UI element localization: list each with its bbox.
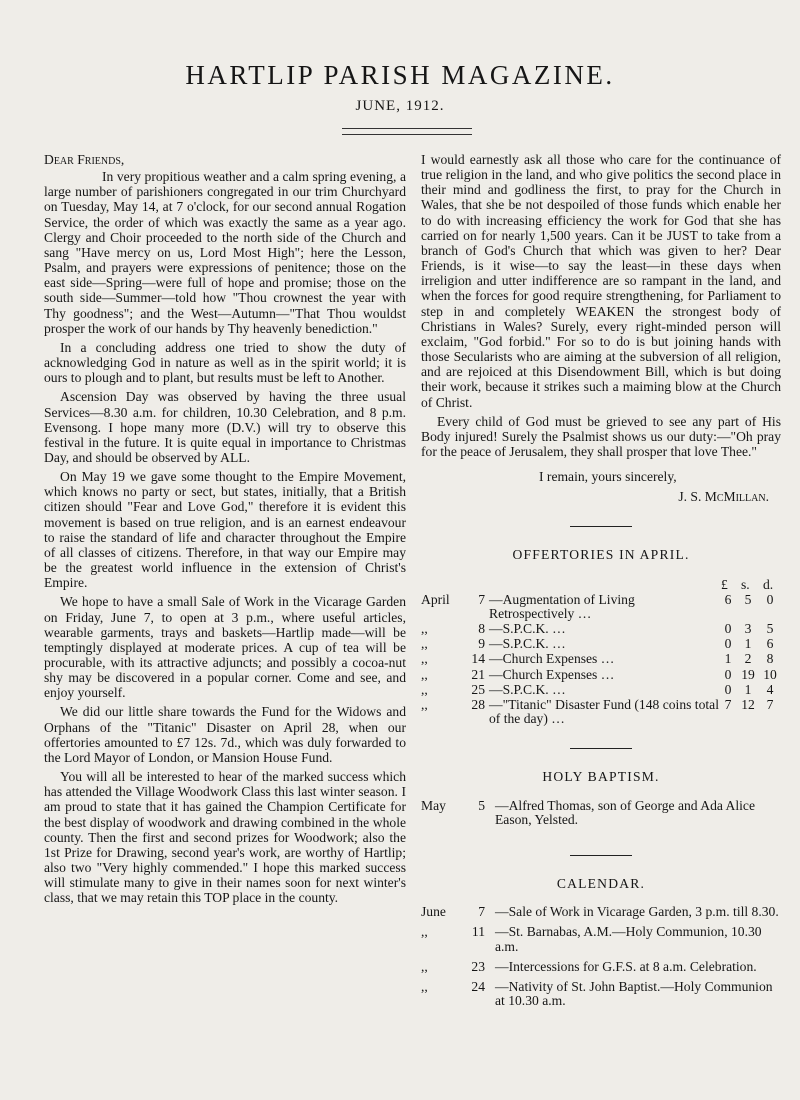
offertory-shillings: 1 [744, 681, 752, 697]
calendar-heading: CALENDAR. [556, 875, 646, 891]
letter-paragraph: On May 19 we gave some thought to the Empire Movement, which knows no party or sect, but states, initially, that a British citizen should "Fear and Love God," therefore it is evident this movement is based on true religion, and is an earnest endeavour to raise the standard of life and character throughout the Empire of all classes of citizens. Therefore, in that way our Empire may be the greatest world influence in the extension of Christ's Empire. [44, 469, 406, 591]
offertory-pence: 5 [766, 621, 774, 636]
calendar-entry [421, 980, 781, 1008]
offertory-month: April [421, 591, 450, 607]
offertory-month: ,, [421, 651, 428, 667]
offertory-pounds: 7 [724, 697, 732, 713]
offertory-month: ,, [421, 636, 428, 652]
offertory-row [421, 652, 781, 666]
offertory-pounds: 0 [724, 666, 732, 682]
offertory-pence: 10 [763, 666, 777, 682]
letter-paragraph: Ascension Day was observed by having the three usual Services—8.30 a.m. for children, 10.30 Celebration, and 8 p.m. Evensong. I hope many more (D.V.) will try to observe this festival in the future. It is quite equal in importance to Christmas Day, and should be observed by ALL. [44, 389, 406, 465]
offertory-pounds: 0 [724, 621, 732, 636]
calendar-entry-text: —Sale of Work in Vicarage Garden, 3 p.m. till 8.30. [495, 904, 779, 920]
offertory-shillings: 19 [741, 666, 755, 682]
offertory-row [421, 683, 781, 697]
letter-signature: J. S. McMillan. [678, 489, 769, 505]
right-column [421, 152, 781, 1014]
offertory-pounds: 0 [724, 681, 732, 697]
offertory-month: ,, [421, 697, 428, 713]
offertory-shillings: 1 [744, 636, 752, 652]
offertory-description: —"Titanic" Disaster Fund (148 coins total of the day) … [489, 697, 719, 727]
offertory-day: 28 [471, 697, 485, 713]
offertory-description: —S.P.C.K. … [489, 636, 566, 652]
offertory-description: —Augmentation of Living Retrospectively … [489, 591, 635, 621]
section-divider [570, 748, 632, 749]
baptism-entry-day: 5 [478, 797, 485, 813]
offertory-pounds: 0 [724, 636, 732, 652]
offertory-description: —Church Expenses … [489, 651, 615, 667]
offertory-shillings: 2 [744, 651, 752, 667]
calendar-entry-text: —St. Barnabas, A.M.—Holy Communion, 10.30 a.m. [495, 924, 762, 954]
offertory-row [421, 622, 781, 636]
title-ornament-rule [342, 128, 472, 135]
offertory-day: 25 [471, 681, 485, 697]
offertory-row [421, 698, 781, 726]
offertory-pounds: 1 [724, 651, 732, 667]
offertory-row [421, 593, 781, 621]
section-divider [570, 855, 632, 856]
baptism-list [421, 799, 781, 827]
baptism-entry [421, 799, 781, 827]
shillings-unit: s. [741, 576, 750, 592]
calendar-entry-text: —Nativity of St. John Baptist.—Holy Communion at 10.30 a.m. [495, 978, 773, 1009]
calendar-entry [421, 960, 781, 974]
magazine-title: HARTLIP PARISH MAGAZINE. [185, 60, 615, 90]
offertory-day: 21 [471, 666, 485, 682]
calendar-entry [421, 905, 781, 919]
offertory-list [421, 593, 781, 727]
calendar-entry-day: 23 [471, 958, 485, 974]
calendar-entry [421, 925, 781, 953]
offertory-shillings: 12 [741, 697, 755, 713]
offertory-pence: 0 [766, 591, 774, 607]
letter-salutation: Dear Friends, [44, 152, 125, 167]
calendar-entry-month: ,, [421, 924, 428, 940]
calendar-entry-day: 11 [471, 924, 485, 940]
offertory-row [421, 668, 781, 682]
letter-paragraph: You will all be interested to hear of the marked success which has attended the Village Woodwork Class this last winter season. I am proud to state that it has gained the Champion Certificate for the best display of woodwork and drawing combined in the whole county. Then the first and second prizes for Woodwork; also the 1st Prize for Drawing, second year's work, are worthy of Hartlip; also two "Very highly commended." I hope this marked success will stimulate many to give in their names soon for next winter's class, that we may retain this TOP place in the county. [44, 769, 406, 906]
offertory-day: 7 [478, 591, 485, 607]
calendar-entry-month: June [421, 904, 446, 920]
letter-paragraph: We did our little share towards the Fund for the Widows and Orphans of the "Titanic" Disaster on April 28, when our offertories amounted to £7 12s. 7d., which was duly forwarded to the Lord Mayor of London, or Mansion House Fund. [44, 704, 406, 765]
baptism-entry-month: May [421, 797, 446, 813]
offertory-shillings: 5 [744, 591, 752, 607]
calendar-entry-month: ,, [421, 978, 428, 994]
letter-paragraph: We hope to have a small Sale of Work in the Vicarage Garden on Friday, June 7, to open at 3 p.m., where useful articles, wearable garments, trays and baskets—Hartlip made—will be temptingly displayed at moderate prices. A cup of tea will be procurable, with its attractive adjuncts; and possibly a cocoa-nut shy may be discovered in a popular corner. Come and see, and enjoy yourself. [44, 594, 406, 701]
offertory-description: —Church Expenses … [489, 666, 615, 682]
offertory-pence: 7 [766, 697, 774, 713]
pounds-unit: £ [721, 576, 728, 592]
baptism-heading: HOLY BAPTISM. [542, 769, 660, 785]
letter-paragraph: In a concluding address one tried to show the duty of acknowledging God in nature as well as in the spirit world; it is ours to plough and to plant, but results must be left to Another. [44, 339, 406, 386]
calendar-list [421, 905, 781, 1008]
offertory-month: ,, [421, 681, 428, 697]
baptism-entry-text: —Alfred Thomas, son of George and Ada Alice Eason, Yelsted. [495, 797, 755, 827]
pence-unit: d. [763, 576, 774, 592]
offertory-shillings: 3 [744, 621, 752, 636]
offertory-day: 14 [471, 651, 485, 667]
offertory-pence: 8 [766, 651, 774, 667]
offertory-pence: 6 [766, 636, 774, 652]
offertory-day: 8 [478, 621, 485, 636]
offertory-pence: 4 [766, 681, 774, 697]
issue-date: JUNE, 1912. [355, 98, 445, 114]
left-column [44, 152, 406, 906]
calendar-entry-day: 24 [471, 978, 485, 994]
offertory-month: ,, [421, 621, 428, 636]
calendar-entry-day: 7 [478, 904, 485, 920]
offertory-description: —S.P.C.K. … [489, 621, 566, 636]
letter-paragraph: I would earnestly ask all those who care for the continuance of true religion in the land, and who give politics the second place in their mind and godliness the first, to pray for the Church in Wales, that she be not despoiled of those funds which enable her to do with increasing efficiency the work for God that she has carried on for nearly 1,500 years. Can it be JUST to take from a branch of God's Church that which was given to her? Dear Friends, is it wise—to say the least—in these days when irreligion and utter indifference are so rampant in the land, and when the forces for good require strengthening, for Parliament to step in and completely WEAKEN the strongest body of Christians in Wales? Surely, every right-minded person will exclaim, "God forbid." For so to do is but joining hands with those Secularists who are aiming at the subversion of all religion, and are rejoiced at this Disendowment Bill, which is but doing their work, because it strikes such a maiming blow at the Church of Christ. [421, 152, 781, 410]
letter-paragraph: In very propitious weather and a calm spring evening, a large number of parishioners congregated in our trim Churchyard on Tuesday, May 14, at 7 o'clock, for our second annual Rogation Service, the order of which was exactly the same as a year ago. Clergy and Choir proceeded to the north side of the Church and sang "Have mercy on us, Lord Most High"; here the Lesson, Psalm, and prayers were expressions of penitence; those on the east side—Spring—were full of hope and promise; those on the south side—Summer—told how "Thou crownest the year with Thy goodness"; and the West—Autumn—"That Thou wouldst prosper the work of our hands by Thy heavenly benediction." [44, 169, 406, 336]
letter-paragraph: Every child of God must be grieved to see any part of His Body injured! Surely the Psalmist shows us our duty:—"Oh pray for the peace of Jerusalem, they shall prosper that love Thee." [421, 413, 781, 459]
offertory-month: ,, [421, 666, 428, 682]
currency-units-header [421, 577, 781, 593]
section-divider [570, 526, 632, 527]
offertory-row [421, 637, 781, 651]
offertory-pounds: 6 [724, 591, 732, 607]
letter-closing: I remain, yours sincerely, [539, 469, 677, 485]
calendar-entry-month: ,, [421, 958, 428, 974]
offertory-description: —S.P.C.K. … [489, 681, 566, 697]
calendar-entry-text: —Intercessions for G.F.S. at 8 a.m. Celebration. [495, 958, 757, 974]
offertory-day: 9 [478, 636, 485, 652]
offertories-heading: OFFERTORIES IN APRIL. [512, 547, 690, 563]
